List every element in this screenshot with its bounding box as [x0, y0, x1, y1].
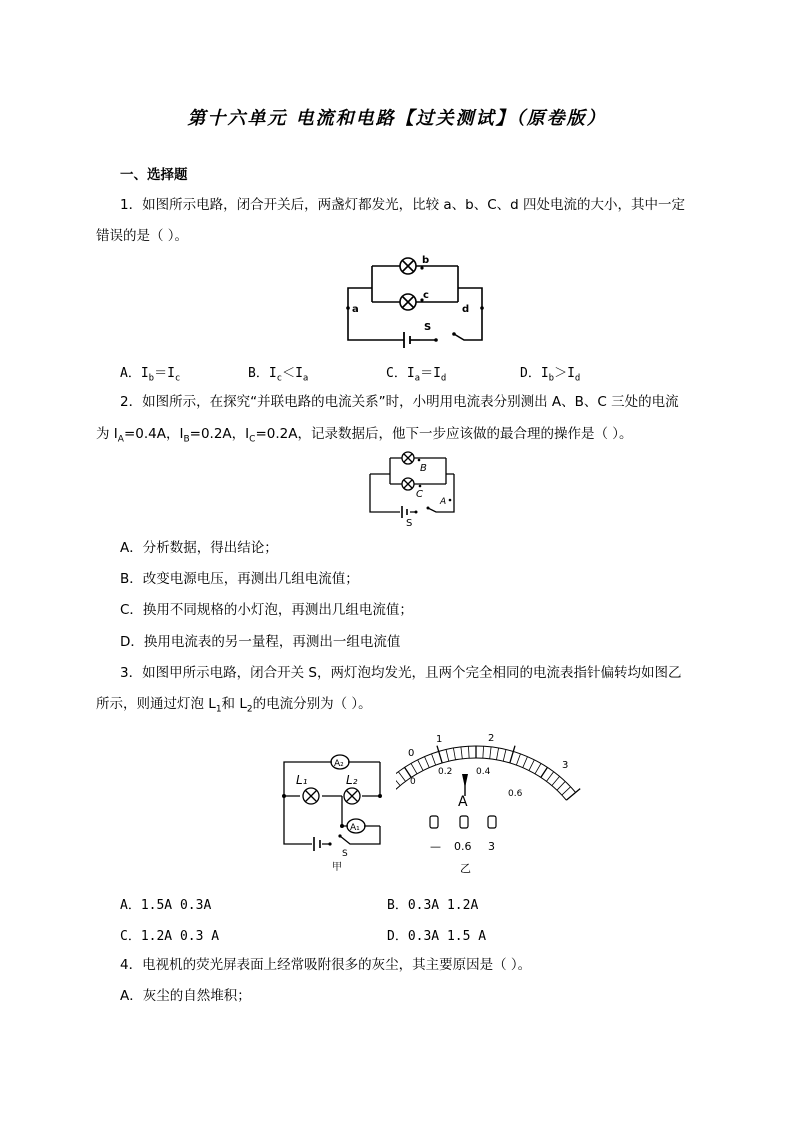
q1-stem-line2: 错误的是（ ）。	[96, 228, 189, 244]
q2-label-s: S	[406, 518, 413, 528]
dial-bottom-06: 0.6	[508, 789, 523, 799]
dial-bottom-04: 0.4	[476, 767, 491, 777]
q2-label-a: A	[440, 497, 447, 507]
terminal-06: 0.6	[454, 840, 472, 853]
q3-ammeter-dial	[396, 726, 582, 876]
dial-top-1: 1	[436, 734, 443, 745]
q3-ammeter-a2: A₂	[334, 759, 344, 769]
q2-option-b[interactable]: B．改变电源电压，再测出几组电流值；	[120, 571, 359, 587]
q3-lamp-l1: L₁	[296, 773, 308, 787]
q1-stem-line1: 1．如图所示电路，闭合开关后，两盏灯都发光，比较 a、b、C、d 四处电流的大小，其中一定	[120, 197, 686, 213]
q2-option-d[interactable]: D．换用电流表的另一量程，再测出一组电流值	[120, 634, 401, 650]
q3-option-c[interactable]: C．1.2A 0.3 A	[120, 929, 220, 944]
q2-circuit-diagram	[364, 450, 460, 528]
q1-option-b[interactable]: B．$I_c<I_a$	[248, 366, 309, 384]
dial-bottom-0: 0	[410, 777, 416, 787]
q3-ammeter-a1: A₁	[350, 823, 360, 833]
q2-option-a[interactable]: A．分析数据，得出结论；	[120, 540, 278, 556]
q4-option-a[interactable]: A．灰尘的自然堆积；	[120, 988, 251, 1004]
q3-option-b[interactable]: B．0.3A 1.2A	[387, 898, 479, 913]
q1-label-c: c	[423, 290, 429, 301]
q3-caption-yi: 乙	[460, 862, 471, 875]
q2-stem-line2: 为 $I_A=0.4A$，$I_B=0.2A$，$I_C=0.2A$，记录数据后，他下一步应该做的最合理的操作是（ ）。	[96, 426, 633, 445]
q3-option-d[interactable]: D．0.3A 1.5 A	[387, 929, 487, 944]
q1-option-a[interactable]: A．$I_b=I_c$	[120, 366, 181, 384]
q1-label-s: S	[424, 322, 432, 333]
q1-circuit-diagram	[336, 250, 496, 350]
q3-stem-line1: 3．如图甲所示电路，闭合开关 S，两灯泡均发光，且两个完全相同的电流表指针偏转均如图乙	[120, 665, 682, 681]
q3-option-a[interactable]: A．1.5A 0.3A	[120, 898, 212, 913]
section-heading: 一、选择题	[120, 167, 188, 183]
q3-caption-jia: 甲	[332, 862, 342, 873]
q3-circuit-diagram	[276, 742, 392, 874]
q1-label-d: d	[462, 304, 470, 315]
terminal-negative: —	[430, 840, 441, 853]
dial-bottom-02: 0.2	[438, 767, 453, 777]
q2-option-c[interactable]: C．换用不同规格的小灯泡，再测出几组电流值；	[120, 602, 413, 618]
q2-stem-line1: 2．如图所示，在探究“并联电路的电流关系”时，小明用电流表分别测出 A、B、C 三处的电流	[120, 394, 679, 410]
q2-label-b: B	[420, 463, 427, 474]
q4-stem-line1: 4．电视机的荧光屏表面上经常吸附很多的灰尘，其主要原因是（ ）。	[120, 957, 532, 973]
q3-switch-s: S	[342, 849, 348, 859]
dial-top-2: 2	[488, 733, 495, 744]
q3-lamp-l2: L₂	[346, 773, 358, 787]
q1-option-d[interactable]: D．$I_b>I_d$	[520, 366, 581, 384]
q1-label-a: a	[352, 304, 359, 315]
q2-label-c: C	[416, 489, 423, 500]
dial-top-0: 0	[408, 748, 415, 759]
q3-stem-line2: 所示，则通过灯泡 $L_1$和 $L_2$的电流分别为（ ）。	[96, 696, 372, 715]
dial-top-3: 3	[562, 760, 569, 771]
terminal-3: 3	[488, 840, 495, 853]
page-title: 第十六单元 电流和电路【过关测试】（原卷版）	[187, 108, 607, 129]
dial-unit: A	[458, 794, 468, 810]
q1-label-b: b	[422, 255, 430, 266]
q1-option-c[interactable]: C．$I_a=I_d$	[386, 366, 447, 384]
